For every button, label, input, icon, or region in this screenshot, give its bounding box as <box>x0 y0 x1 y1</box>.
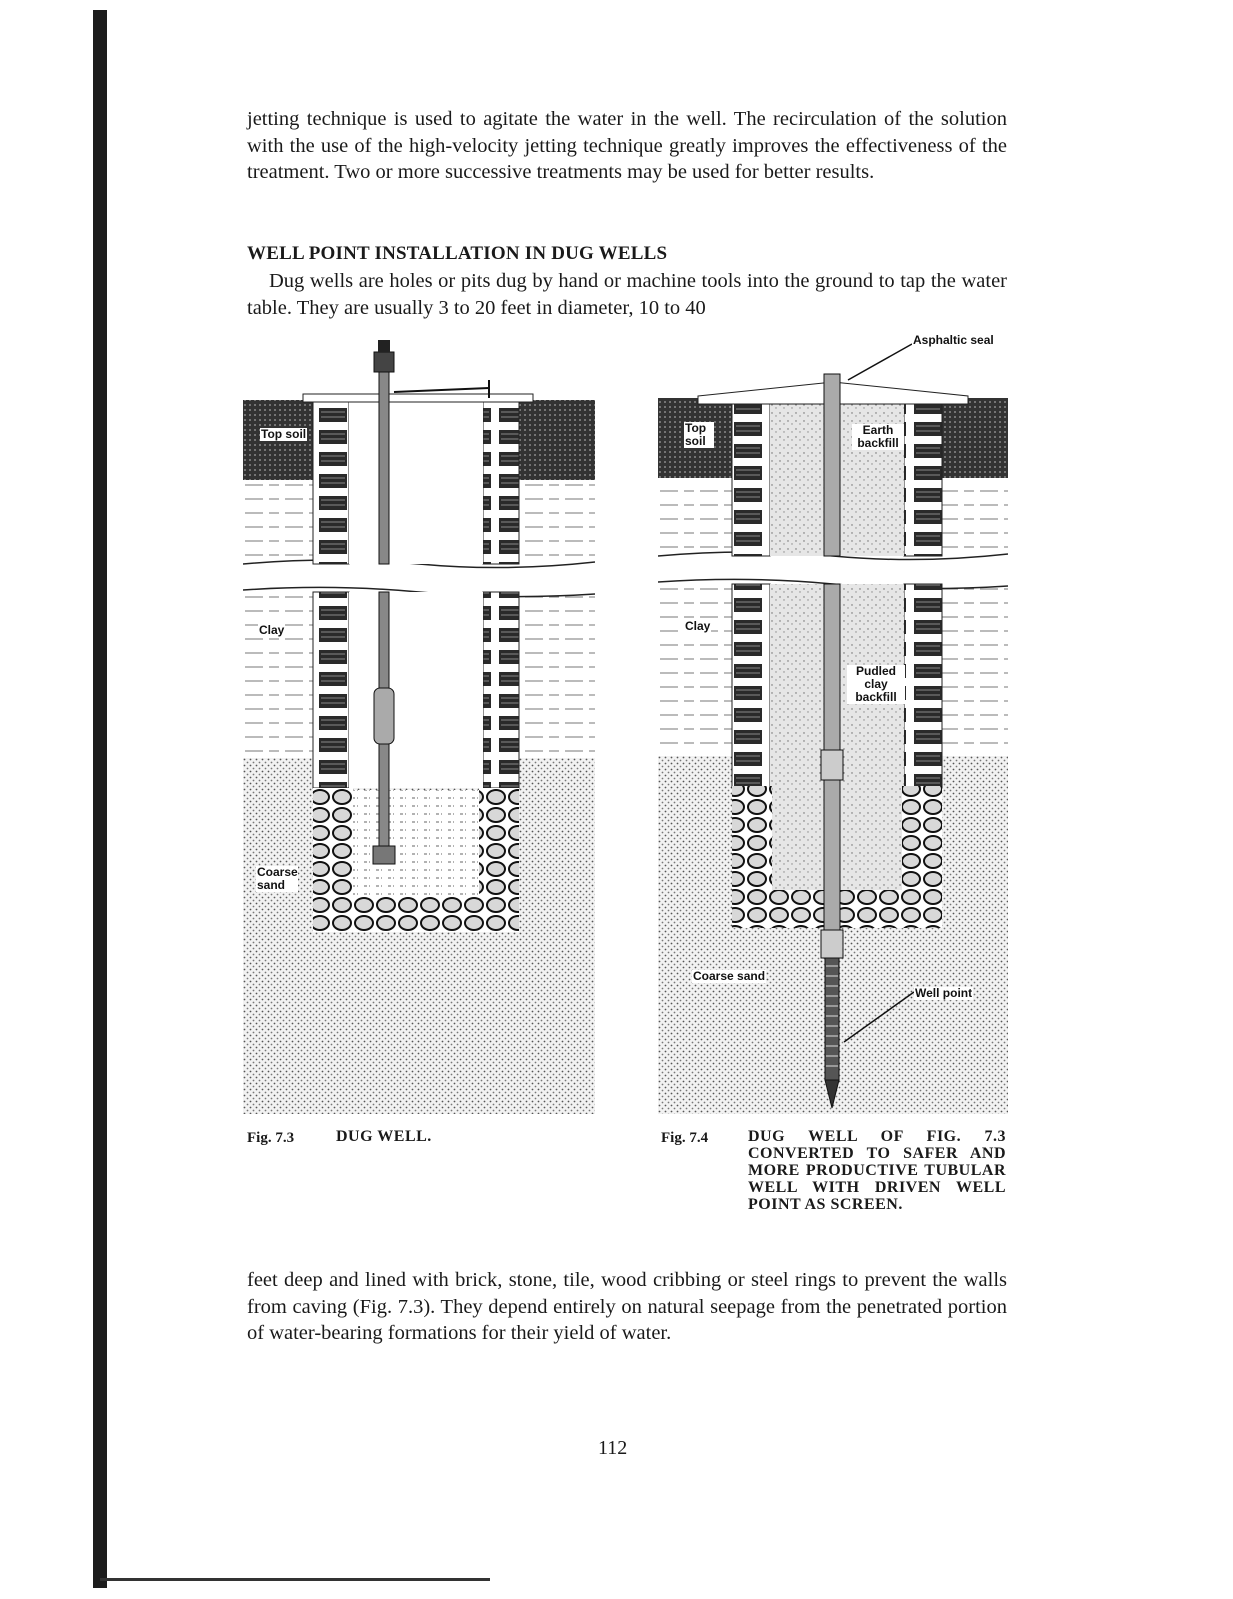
dug-well-diagram <box>243 338 595 1114</box>
label-earth-backfill: Earth backfill <box>852 424 904 450</box>
paragraph-top: jetting technique is used to agitate the water in the well. The recirculation of the solution with the use of the high-velocity jetting technique greatly improves the effectiveness of the treatment. Two or more successive treatments may be used for better results. <box>247 108 1007 183</box>
label-pudled-clay-backfill: Pudled clay backfill <box>847 665 905 704</box>
figure-dug-well <box>243 338 595 1114</box>
label-coarse-sand-left: Coarse sand <box>257 865 298 892</box>
paragraph-intro: Dug wells are holes or pits dug by hand or machine tools into the ground to tap the water table. They are usually 3 to 20 feet in diameter, 10 to 40 <box>247 270 1007 319</box>
paragraph-bottom: feet deep and lined with brick, stone, tile, wood cribbing or steel rings to prevent the walls from caving (Fig. 7.3). They depend entirely on natural seepage from the penetrated portion of water-bearing formations for their yield of water. <box>247 1269 1007 1344</box>
label-clay-right: Clay <box>685 619 711 633</box>
section-heading: WELL POINT INSTALLATION IN DUG WELLS <box>247 243 668 264</box>
caption-fig-7-3-number: Fig. 7.3 <box>247 1130 295 1146</box>
caption-fig-7-4-text: DUG WELL OF FIG. 7.3 CONVERTED TO SAFER AND MORE PRODUCTIVE TUBULAR WELL WITH DRIVEN WELL POINT AS SCREEN. <box>748 1128 1006 1213</box>
label-coarse-sand-right: Coarse sand <box>693 969 766 983</box>
label-asphaltic-seal: Asphaltic seal <box>913 333 994 347</box>
caption-fig-7-4-number: Fig. 7.4 <box>661 1130 709 1146</box>
label-top-soil-right: Top soil <box>684 422 714 448</box>
caption-fig-7-3-text: DUG WELL. <box>336 1128 432 1145</box>
label-well-point: Well point <box>915 986 973 1000</box>
page-number: 112 <box>598 1437 628 1459</box>
page-binding-edge <box>93 10 107 1588</box>
page-bottom-edge <box>100 1578 490 1581</box>
label-top-soil-left: Top soil <box>261 427 307 441</box>
label-clay-left: Clay <box>259 623 285 637</box>
